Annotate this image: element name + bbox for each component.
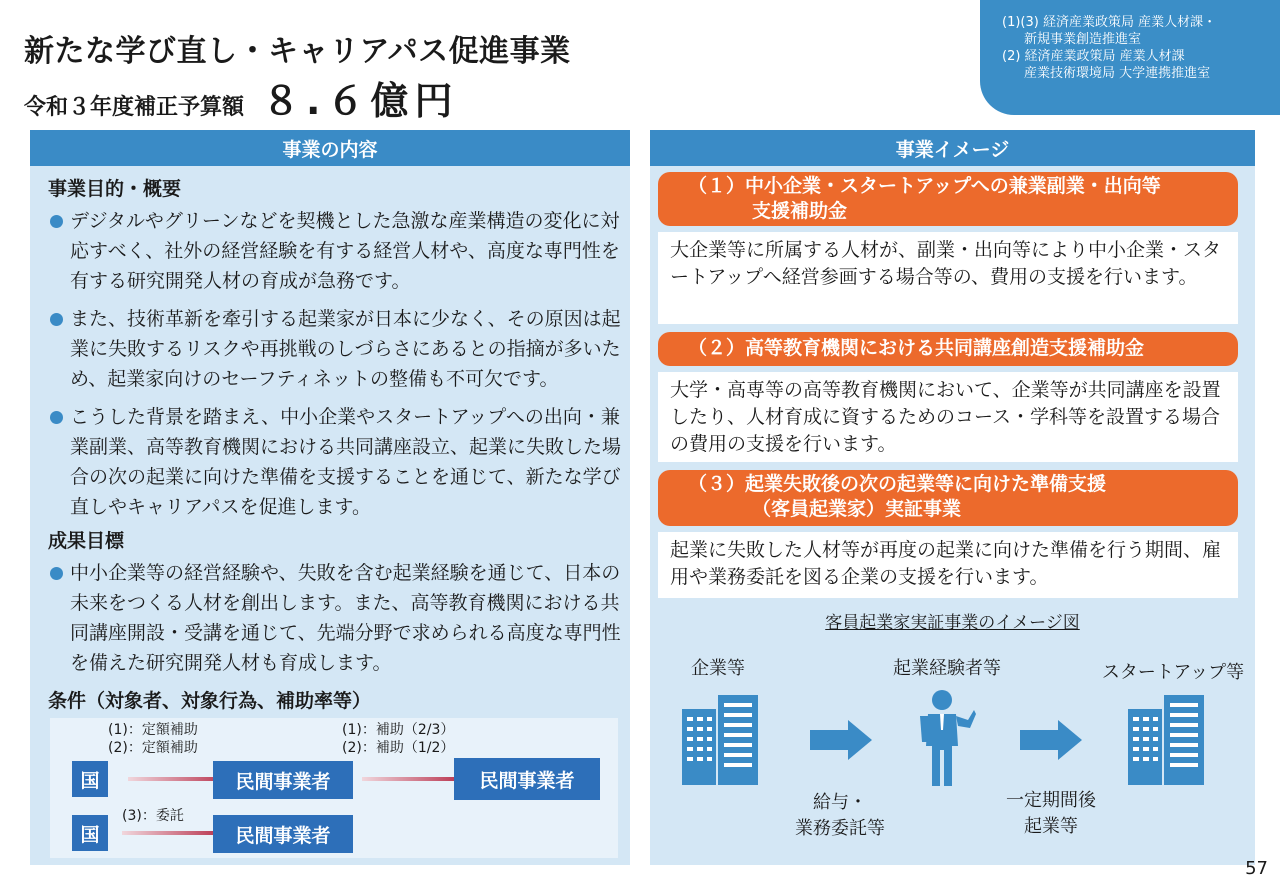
business-content-panel — [30, 130, 630, 865]
department-line: (1)(3) 経済産業政策局 産業人材課・ — [1002, 15, 1217, 30]
condition-note: (3)：委託 — [122, 808, 184, 824]
goal-list — [48, 558, 633, 686]
item1-body: 大企業等に所属する人材が、副業・出向等により中小企業・スタートアップへ経営参画する場合等の、費用の支援を行います。 — [658, 232, 1238, 324]
conditions-diagram — [50, 718, 618, 858]
arrow-icon — [362, 777, 462, 781]
person-icon — [918, 690, 976, 788]
list-item: また、技術革新を牽引する起業家が日本に少なく、その原因は起業に失敗するリスクや再挑戦のしづらさにあるとの指摘が多いため、起業家向けのセーフティネットの整備も不可欠です。 — [48, 304, 633, 394]
purpose-title: 事業目的・概要 — [48, 178, 182, 200]
arrow-right-icon — [810, 720, 872, 760]
bullet-icon — [50, 411, 63, 424]
bullet-icon — [50, 313, 63, 326]
arrow-right-icon — [1020, 720, 1082, 760]
startup-label: スタートアップ等 — [1101, 662, 1245, 683]
business-image-panel — [650, 130, 1255, 865]
budget-line — [24, 70, 458, 125]
condition-note: (1)：補助（2/3） — [342, 722, 455, 738]
department-line: 産業技術環境局 大学連携推進室 — [1024, 66, 1211, 81]
conditions-title: 条件（対象者、対象行為、補助率等） — [48, 690, 372, 712]
purpose-list — [48, 206, 633, 530]
page-number: 57 — [1245, 858, 1268, 879]
budget-label: 令和３年度補正予算額 — [24, 95, 245, 120]
arrow1-caption: 給与・ 業務委託等 — [795, 792, 885, 839]
goal-title: 成果目標 — [48, 530, 125, 552]
department-line: 新規事業創造推進室 — [1024, 32, 1142, 47]
condition-note: (2)：定額補助 — [108, 740, 198, 756]
building-icon — [682, 695, 758, 785]
diagram-title: 客員起業家実証事業のイメージ図 — [825, 613, 1080, 633]
private-operator-box: 民間事業者 — [213, 815, 353, 853]
list-item: 中小企業等の経営経験や、失敗を含む起業経験を通じて、日本の未来をつくる人材を創出します。また、高等教育機関における共同講座開設・受講を通じて、先端分野で求められる高度な専門性を備えた研究開発人材も育成します。 — [48, 558, 633, 678]
panel-heading: 事業イメージ — [650, 130, 1255, 166]
kuni-box: 国 — [72, 815, 108, 851]
company-label: 企業等 — [691, 658, 745, 679]
page-title: 新たな学び直し・キャリアパス促進事業 — [24, 34, 571, 69]
item3-body: 起業に失敗した人材等が再度の起業に向けた準備を行う期間、雇用や業務委託を図る企業の支援を行います。 — [658, 532, 1238, 598]
arrow2-caption: 一定期間後 起業等 — [1006, 790, 1096, 837]
entrepreneur-label: 起業経験者等 — [893, 658, 1001, 679]
item2-title: （２）高等教育機関における共同講座創造支援補助金 — [658, 332, 1238, 366]
list-item: こうした背景を踏まえ、中小企業やスタートアップへの出向・兼業副業、高等教育機関における共同講座設立、起業に失敗した場合の次の起業に向けた準備を支援することを通じて、新たな学び直しやキャリアパスを促進します。 — [48, 402, 633, 522]
panel-heading: 事業の内容 — [30, 130, 630, 166]
condition-note: (2)：補助（1/2） — [342, 740, 455, 756]
list-item: デジタルやグリーンなどを契機とした急激な産業構造の変化に対応すべく、社外の経営経験を有する経営人材や、高度な専門性を有する研究開発人材の育成が急務です。 — [48, 206, 633, 296]
item3-title: （３）起業失敗後の次の起業等に向けた準備支援 （客員起業家）実証事業 — [658, 470, 1238, 526]
item2-body: 大学・高専等の高等教育機関において、企業等が共同講座を設置したり、人材育成に資するためのコース・学科等を設置する場合の費用の支援を行います。 — [658, 372, 1238, 462]
department-box — [980, 0, 1280, 115]
kuni-box: 国 — [72, 761, 108, 797]
budget-amount: ８.６億円 — [262, 79, 459, 123]
bullet-icon — [50, 567, 63, 580]
private-operator-box: 民間事業者 — [454, 758, 600, 800]
building-icon — [1128, 695, 1204, 785]
condition-note: (1)：定額補助 — [108, 722, 198, 738]
department-line: (2) 経済産業政策局 産業人材課 — [1002, 49, 1185, 64]
arrow-icon — [122, 831, 222, 835]
item1-title: （１）中小企業・スタートアップへの兼業副業・出向等 支援補助金 — [658, 172, 1238, 226]
bullet-icon — [50, 215, 63, 228]
private-operator-box: 民間事業者 — [213, 761, 353, 799]
